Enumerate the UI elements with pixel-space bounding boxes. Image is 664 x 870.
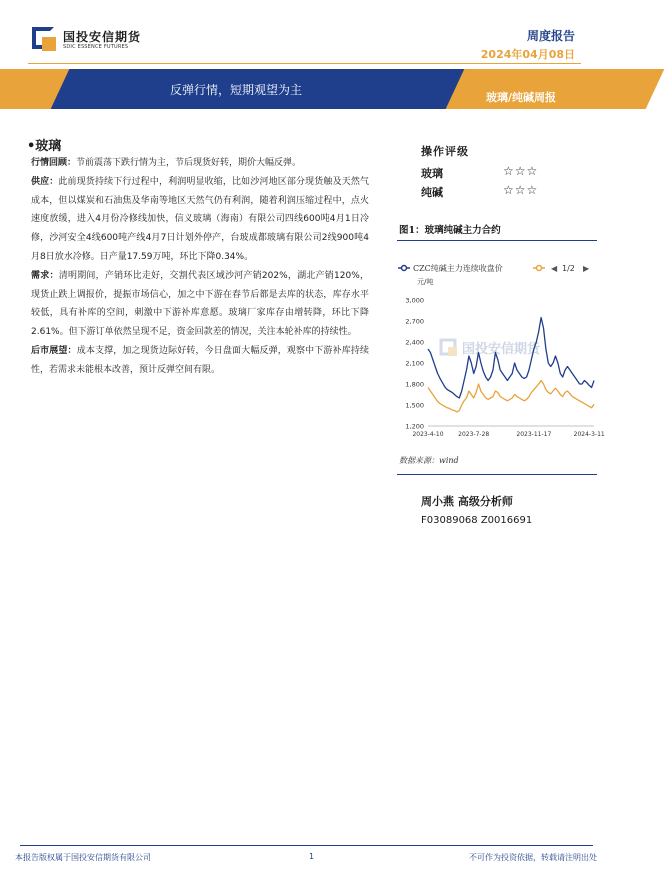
figure-title: 图1：玻璃纯碱主力合约 [399, 225, 501, 236]
footer-disclaimer: 不可作为投资依据，转载请注明出处 [469, 853, 597, 862]
page-number: 1 [309, 852, 315, 861]
rating-glass-label: 玻璃 [421, 167, 443, 180]
legend-prev-icon[interactable]: ◀ [551, 264, 558, 273]
y-tick-label: 1,800 [405, 380, 424, 389]
y-tick-label: 1,200 [405, 422, 424, 431]
y-tick-label: 1,500 [405, 401, 424, 410]
watermark-logo-square [448, 347, 457, 356]
legend-marker-glass [537, 266, 542, 271]
report-title: 反弹行情，短期观望为主 [170, 83, 303, 97]
analyst-name: 周小燕 高级分析师 [421, 495, 513, 508]
rating-soda-label: 纯碱 [421, 186, 443, 199]
series-line-soda [428, 318, 594, 399]
paragraph-outlook: 后市展望：成本支撑，加之现货边际好转，今日盘面大幅反弹，观察中下游补库持续性，若需求未能根本改善，预计反弹空间有限。 [31, 345, 369, 375]
legend-marker-soda [402, 266, 407, 271]
logo-name-en: SDIC ESSENCE FUTURES [63, 43, 129, 50]
x-tick-label: 2023-4-10 [412, 431, 444, 438]
section-heading: •玻璃 [27, 139, 62, 154]
paragraph-demand: 需求：清明期间，产销环比走好，交割代表区域沙河产销202%，湖北产销120%，现货止跌上调报价，提振市场信心，加之中下游在春节后都是去库的状态，库存水平较低，具有补库的空间，刺激中下游补库意愿。玻璃厂家库存由增转降，环比下降2.61%。但下游订单依然呈现不足，资金回款差的情况，关注本轮补库的持续性。 [31, 270, 369, 338]
x-tick-label: 2023-7-28 [458, 431, 490, 438]
logo-mark-icon [32, 27, 58, 53]
analysis-body [31, 154, 369, 380]
paragraph-supply: 供应：此前现货持续下行过程中，利润明显收缩，比如沙河地区部分现货触及天然气成本，但以煤炭和石油焦及华南等地区天然气仍有利润，随着利润压缩过程中，点火速度放缓，进入4月份冷修线加快，信义玻璃（海南）有限公司四线600吨4月1日冷修，沙河安全4线600吨产线4月7日计划外停产，台玻成都玻璃有限公司2线900吨4月8日放水冷修。日产量17.59万吨，环比下降0.34%。 [31, 176, 369, 262]
report-date: 2024年04月08日 [480, 48, 575, 61]
series-line-glass [428, 381, 594, 413]
figure-top-rule [397, 240, 597, 241]
title-banner [20, 69, 593, 109]
figure-bottom-rule [397, 474, 597, 475]
y-tick-label: 2,400 [405, 338, 424, 347]
report-category-tag: 玻璃/纯碱周报 [486, 91, 557, 104]
footer-divider [20, 845, 593, 846]
rating-soda-stars: ☆☆☆ [503, 183, 539, 197]
company-logo [32, 27, 141, 53]
y-axis-label: 元/吨 [417, 278, 434, 286]
rating-title: 操作评级 [421, 145, 469, 158]
logo-name-cn: 国投安信期货 [63, 29, 142, 44]
y-tick-label: 3,000 [405, 296, 424, 305]
x-tick-label: 2024-3-11 [573, 431, 605, 438]
report-type: 周度报告 [526, 29, 575, 43]
x-tick-label: 2023-11-17 [516, 431, 552, 438]
figure-source: 数据来源：wind [399, 456, 459, 465]
y-tick-label: 2,700 [405, 317, 424, 326]
footer-copyright: 本报告版权属于国投安信期货有限公司 [15, 853, 151, 862]
rating-glass-stars: ☆☆☆ [503, 164, 539, 178]
legend-next-icon[interactable]: ▶ [583, 264, 590, 273]
analyst-license-id: F03089068 Z0016691 [421, 515, 533, 526]
paragraph-market-review: 行情回顾：节前震荡下跌行情为主，节后现货好转，期价大幅反弹。 [31, 158, 302, 168]
price-chart [396, 256, 605, 471]
header-divider [28, 63, 581, 64]
legend-label-soda: CZC纯碱主力连续收盘价 [413, 264, 503, 273]
chart-watermark: 国投安信期货 [462, 342, 541, 357]
price-chart-svg [396, 256, 605, 471]
legend-page-indicator: 1/2 [562, 264, 575, 273]
y-tick-label: 2,100 [405, 359, 424, 368]
